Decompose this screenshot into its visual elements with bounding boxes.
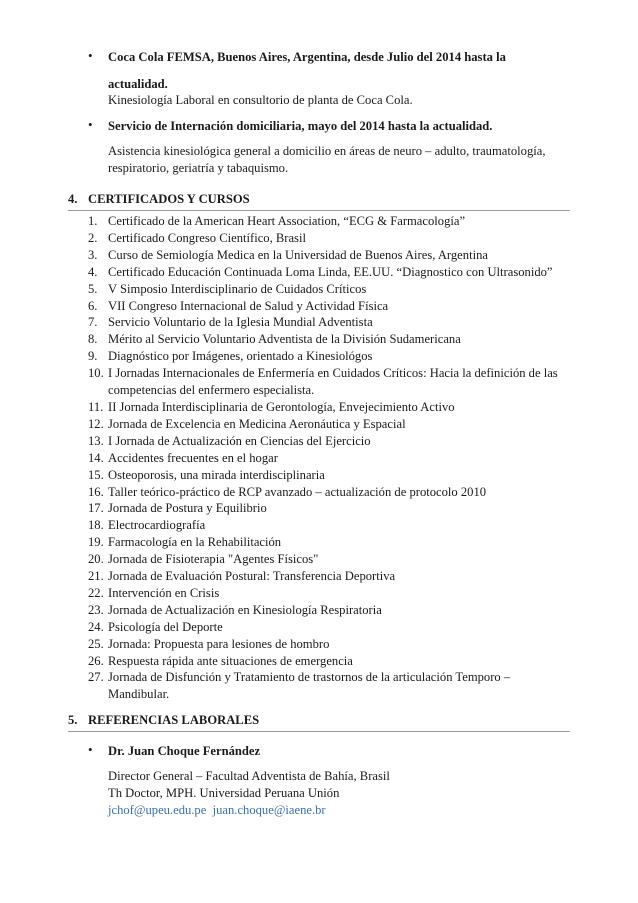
- list-item-number: 19.: [88, 535, 104, 550]
- list-item-number: 6.: [88, 298, 98, 313]
- list-item: [88, 484, 568, 501]
- experience-description: respiratorio, geriatría y tabaquismo.: [108, 161, 289, 175]
- list-item-text: Jornada de Disfunción y Tratamiento de trastornos de la articulación Temporo – Mandibular.: [108, 670, 511, 702]
- list-item: [88, 636, 568, 653]
- list-item: [88, 534, 568, 551]
- list-item-number: 5.: [88, 281, 98, 296]
- list-item: [88, 585, 568, 602]
- list-item: [88, 416, 568, 433]
- list-item-number: 23.: [88, 602, 104, 617]
- list-item: [88, 281, 568, 298]
- bullet-icon: •: [88, 742, 93, 757]
- list-item-number: 21.: [88, 569, 104, 584]
- list-item-number: 15.: [88, 467, 104, 482]
- experience-title: actualidad.: [108, 77, 168, 91]
- reference-degree: Th Doctor, MPH. Universidad Peruana Unión: [108, 786, 340, 800]
- list-item-text: Certificado Congreso Científico, Brasil: [108, 230, 306, 245]
- list-item: [88, 500, 568, 517]
- list-item-number: 9.: [88, 349, 98, 364]
- list-item-number: 22.: [88, 585, 104, 600]
- list-item-text: Psicología del Deporte: [108, 619, 223, 634]
- list-item-number: 25.: [88, 636, 104, 651]
- list-item-number: 12.: [88, 416, 104, 431]
- list-item-number: 27.: [88, 670, 104, 685]
- list-item: [88, 264, 568, 281]
- list-item: [88, 619, 568, 636]
- section-title: REFERENCIAS LABORALES: [88, 713, 260, 727]
- section-heading-certificates: [68, 192, 570, 207]
- bullet-icon: •: [88, 48, 93, 63]
- experience-title: Coca Cola FEMSA, Buenos Aires, Argentina, desde Julio del 2014 hasta la: [108, 50, 506, 64]
- list-item-text: Certificado de la American Heart Association, “ECG & Farmacología”: [108, 214, 466, 228]
- list-item-text: V Simposio Interdisciplinario de Cuidados Críticos: [108, 281, 367, 296]
- section-heading-references: [68, 713, 570, 728]
- list-item-text: Jornada de Excelencia en Medicina Aeronáutica y Espacial: [108, 416, 406, 431]
- list-item: [88, 213, 568, 230]
- section-number: 5.: [68, 713, 78, 727]
- list-item-text: Diagnóstico por Imágenes, orientado a Kinesiológos: [108, 349, 373, 364]
- list-item-number: 3.: [88, 247, 98, 262]
- list-item-number: 13.: [88, 433, 104, 448]
- list-item-number: 24.: [88, 619, 104, 634]
- list-item-text: Jornada de Evaluación Postural: Transferencia Deportiva: [108, 569, 396, 584]
- list-item-text: VII Congreso Internacional de Salud y Actividad Física: [108, 298, 389, 313]
- list-item-text: Osteoporosis, una mirada interdisciplinaria: [108, 467, 325, 482]
- list-item-text: Jornada: Propuesta para lesiones de hombro: [108, 636, 330, 651]
- list-item-number: 4.: [88, 264, 98, 279]
- section-title: CERTIFICADOS Y CURSOS: [88, 192, 250, 206]
- experience-description: Kinesiología Laboral en consultorio de planta de Coca Cola.: [108, 93, 413, 107]
- list-item: [88, 602, 568, 619]
- list-item-number: 11.: [88, 399, 104, 414]
- list-item-text: Taller teórico-práctico de RCP avanzado – actualización de protocolo 2010: [108, 484, 487, 499]
- list-item-text: Servicio Voluntario de la Iglesia Mundial Adventista: [108, 315, 373, 330]
- list-item: [88, 399, 568, 416]
- list-item: [88, 568, 568, 585]
- list-item: [88, 365, 568, 399]
- reference-name: Dr. Juan Choque Fernández: [108, 744, 261, 758]
- section-divider: [68, 731, 570, 732]
- section-divider: [68, 210, 570, 211]
- certificates-list: [88, 213, 568, 703]
- list-item-number: 2.: [88, 230, 98, 245]
- list-item-text: Respuesta rápida ante situaciones de emergencia: [108, 653, 353, 668]
- reference-email-link[interactable]: juan.choque@iaene.br: [212, 803, 326, 817]
- list-item-text: Curso de Semiología Medica en la Universidad de Buenos Aires, Argentina: [108, 247, 488, 262]
- list-item-text: Jornada de Actualización en Kinesiología Respiratoria: [108, 602, 382, 617]
- list-item-text: Mérito al Servicio Voluntario Adventista de la División Sudamericana: [108, 332, 461, 347]
- list-item-text: Electrocardiografía: [108, 518, 206, 533]
- list-item-number: 17.: [88, 501, 104, 516]
- list-item-text: II Jornada Interdisciplinaria de Gerontología, Envejecimiento Activo: [108, 399, 455, 414]
- list-item-number: 26.: [88, 653, 104, 668]
- list-item-number: 14.: [88, 450, 104, 465]
- list-item-number: 20.: [88, 552, 104, 567]
- list-item-text: I Jornadas Internacionales de Enfermería en Cuidados Críticos: Hacia la definición de las competencias del enfermero especialista.: [108, 366, 558, 398]
- list-item: [88, 314, 568, 331]
- list-item-number: 18.: [88, 518, 104, 533]
- list-item: [88, 433, 568, 450]
- list-item-number: 16.: [88, 484, 104, 499]
- list-item-text: Accidentes frecuentes en el hogar: [108, 450, 278, 465]
- list-item: [88, 247, 568, 264]
- list-item: [88, 517, 568, 534]
- list-item-number: 1.: [88, 214, 98, 228]
- list-item-text: I Jornada de Actualización en Ciencias del Ejercicio: [108, 433, 371, 448]
- bullet-icon: •: [88, 117, 93, 132]
- list-item: [88, 331, 568, 348]
- section-number: 4.: [68, 192, 78, 206]
- list-item-text: Certificado Educación Continuada Loma Linda, EE.UU. “Diagnostico con Ultrasonido”: [108, 264, 553, 279]
- reference-details: [108, 768, 568, 819]
- list-item-text: Jornada de Postura y Equilibrio: [108, 501, 267, 516]
- list-item-number: 10.: [88, 366, 104, 381]
- list-item: [88, 467, 568, 484]
- list-item: [88, 230, 568, 247]
- list-item-number: 8.: [88, 332, 98, 347]
- list-item: [88, 551, 568, 568]
- list-item: [88, 653, 568, 670]
- list-item: [88, 348, 568, 365]
- list-item-text: Farmacología en la Rehabilitación: [108, 535, 282, 550]
- list-item: [88, 669, 568, 703]
- list-item: [88, 298, 568, 315]
- list-item-text: Intervención en Crisis: [108, 585, 220, 600]
- reference-position: Director General – Facultad Adventista de Bahía, Brasil: [108, 769, 390, 783]
- list-item-text: Jornada de Fisioterapia "Agentes Físicos": [108, 552, 319, 567]
- experience-description: Asistencia kinesiológica general a domicilio en áreas de neuro – adulto, traumatología,: [108, 144, 546, 158]
- list-item-number: 7.: [88, 315, 98, 330]
- list-item: [88, 450, 568, 467]
- reference-email-link[interactable]: jchof@upeu.edu.pe: [108, 803, 207, 817]
- experience-title: Servicio de Internación domiciliaria, mayo del 2014 hasta la actualidad.: [108, 119, 493, 133]
